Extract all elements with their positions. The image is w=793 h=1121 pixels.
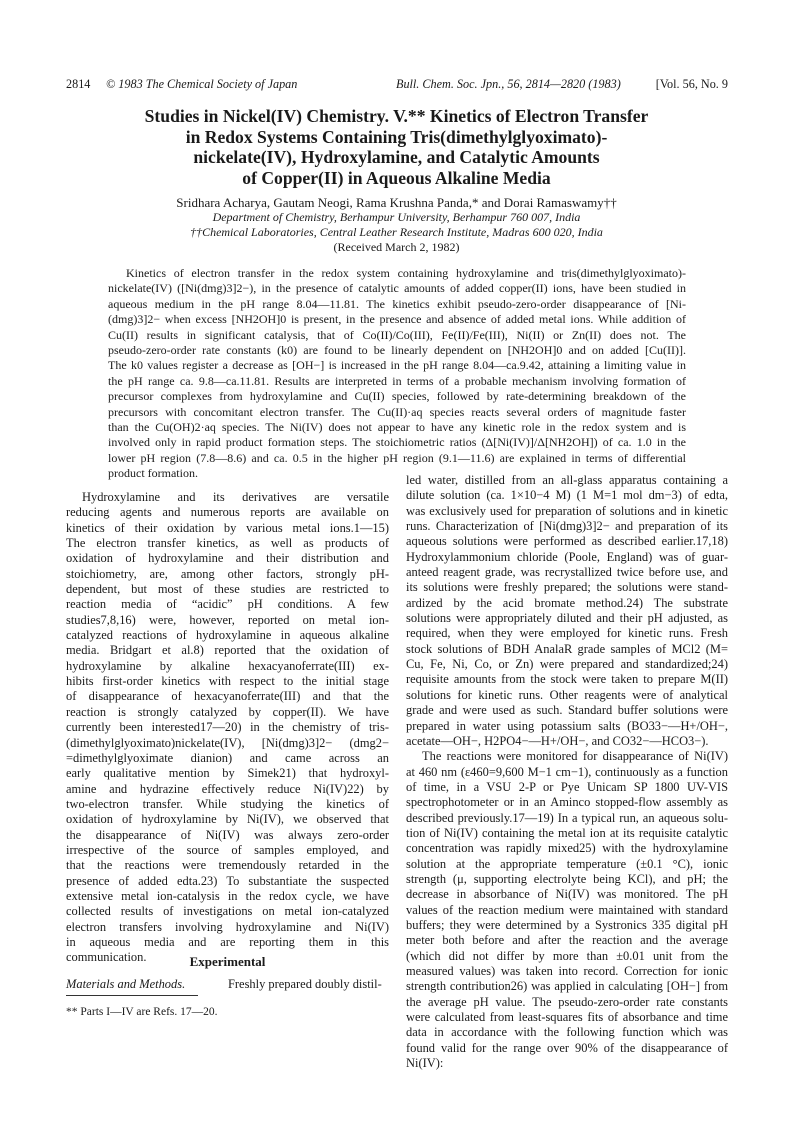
body-line: in aqueous media and are reporting them in this (66, 934, 389, 949)
body-line: oxidation of hydroxylamine and their distribution and (66, 551, 389, 566)
abstract-line: (dmg)3]2− when excess [NH2OH]0 is present, in the presence and absence of added metal ions. While addition of (108, 312, 686, 327)
affiliations (60, 210, 733, 256)
abstract-line: Cu(II) results in significant catalysis, that of Co(II)/Co(III), Fe(II)/Fe(III), Ni(II) or Zn(II) does not. The (108, 327, 686, 342)
title-line: in Redox Systems Containing Tris(dimethylglyoximato)- (185, 126, 608, 147)
abstract-line: precursor complexes from hydroxylamine and Cu(II) species, followed by rate-determining breakdown of the (108, 389, 686, 404)
body-line: required, when they were employed for kinetic runs. Fresh (406, 626, 728, 641)
body-line: grade and were used as such. Standard buffer solutions were (406, 703, 728, 718)
body-line: media. Bridgart et al.8) reported that the oxidation of (66, 643, 389, 658)
title-line: of Copper(II) in Aqueous Alkaline Media (242, 167, 551, 188)
subsection-label: Materials and Methods. (66, 977, 186, 991)
body-line: at 460 nm (ε460=9,600 M−1 cm−1), continuously as a function (406, 764, 728, 779)
body-line: anteed reagent grade, was recrystallized twice before use, and (406, 565, 728, 580)
running-header (66, 76, 728, 92)
body-line: spectrophotometer or in an Aminco stopped-flow assembly as (406, 795, 728, 810)
title-line: Studies in Nickel(IV) Chemistry. V.** Kinetics of Electron Transfer (144, 106, 649, 126)
body-line: solution at the appropriate temperature (±0.1 °C), ionic (406, 856, 728, 871)
section-heading-experimental: Experimental (189, 954, 266, 969)
body-line: amine and hydrazine effectively reduce Ni(IV)22) by (66, 781, 389, 796)
body-line: oxidation of hydroxylamine by Ni(IV), we observed that (66, 812, 389, 827)
body-line: the disappearance of Ni(IV) was always zero-order (66, 827, 389, 842)
author-list: Sridhara Acharya, Gautam Neogi, Rama Krushna Panda,* and Dorai Ramaswamy†† (176, 195, 617, 210)
body-line: The electron transfer kinetics, as well as products of (66, 536, 389, 551)
body-line: hibits first-order kinetics with respect to the initial stage (66, 674, 389, 689)
body-line: of disappearance of hexacyanoferrate(III) and that the (66, 689, 389, 704)
page-number: 2814 (66, 77, 91, 91)
body-line: stock solutions of BDH AnalaR grade samples of MCl2 (M= (406, 641, 728, 656)
right-column-experimental (406, 473, 728, 1071)
body-line: concentration was rapidly mixed25) with the hydroxylamine (406, 841, 728, 856)
body-line: its solutions were freshly prepared; the solutions were stand- (406, 580, 728, 595)
body-line: prepared in water using potassium salts (BO33−—H+/OH−, (406, 718, 728, 733)
body-line: buffers; they were determined by a Systronics 335 digital pH (406, 917, 728, 932)
body-line: kinetics of their oxidation by various metal ions.1—15) (66, 520, 389, 535)
body-line: solutions were appropriately diluted and their pH adjusted, as (406, 611, 728, 626)
body-line: runs. Characterization of [Ni(dmg)3]2− and preparation of its (406, 519, 728, 534)
body-line: was exclusively used for preparation of solutions and in kinetic (406, 503, 728, 518)
abstract-line: aqueous medium in the pH range 8.04—11.81. The kinetics exhibit pseudo-zero-order disappearance of [Ni- (108, 296, 686, 311)
body-line: two-electron transfer. While studying the kinetics of (66, 796, 389, 811)
body-line: =dimethylglyoximate dianion) and came across an (66, 750, 389, 765)
body-line: The reactions were monitored for disappearance of Ni(IV) (422, 749, 728, 764)
body-line: values of the reaction medium were maintained with standard (406, 902, 728, 917)
body-line: reaction media of “acidic” pH conditions. A few (66, 597, 389, 612)
body-line: that the reactions were tremendously retarded in the (66, 858, 389, 873)
body-line: Ni(IV): (406, 1056, 444, 1071)
body-line: reaction is strongly catalyzed by copper(II). We have (66, 704, 389, 719)
body-line: electron transfers involving hydroxylamine and Ni(IV) (66, 919, 389, 934)
body-line: currently been interested17—20) in the chemistry of tris- (66, 720, 389, 735)
body-line: found valid for the range over 90% of the disappearance of (406, 1040, 728, 1055)
body-line: studies7,8,16) were, however, reported on metal ion- (66, 612, 389, 627)
body-line: reducing agents and numerous reports are available on (66, 505, 389, 520)
body-line: were calculated from least-squares fits of absorbance and time (406, 1010, 728, 1025)
abstract-line: precursors with concomitant electron transfer. The Cu(II)·aq species reacts several orders of magnitude faster (108, 404, 686, 419)
abstract (108, 266, 686, 482)
body-line: irrespective of the source of samples employed, and (66, 842, 389, 857)
title-line: nickelate(IV), Hydroxylamine, and Catalytic Amounts (193, 147, 600, 168)
abstract-line: product formation. (108, 466, 198, 481)
volume-info: [Vol. 56, No. 9 (655, 77, 728, 91)
abstract-line: involved only in rapid product formation steps. The stoichiometric ratios (Δ[Ni(IV)]/Δ[NH2OH]) of ca. 1.0 in the (108, 435, 686, 450)
abstract-line: than the Cu(OH)2·aq species. The Ni(IV) does not appear to have any kinetic role in the redox system and is (108, 420, 686, 435)
abstract-line: Kinetics of electron transfer in the redox system containing hydroxylamine and tris(dimethylglyoximato)- (126, 266, 686, 280)
received-date: (Received March 2, 1982) (333, 240, 460, 255)
body-line: stoichiometry, are, among other factors, strongly pH- (66, 566, 389, 581)
body-line: early qualitative mention by Simek21) that hydroxyl- (66, 766, 389, 781)
body-line: (which did not differ by more than ±0.01 unit from the (406, 948, 728, 963)
body-line: strength contribution26) was applied in calculating [OH−] from (406, 979, 728, 994)
body-line: (dimethylglyoximato)nickelate(IV), [Ni(dmg)3]2− (dmg2− (66, 735, 389, 750)
left-column-intro (66, 490, 389, 966)
journal-citation: Bull. Chem. Soc. Jpn., 56, 2814—2820 (1983) (396, 77, 621, 91)
body-line: Hydroxylammonium chloride (Poole, England) was of guar- (406, 549, 728, 564)
body-line: of time, in a VSU 2-P or Pye Unicam SP 1800 UV-VIS (406, 779, 728, 794)
footnote-rule (66, 995, 198, 996)
abstract-line: pseudo-zero-order rate constants (k0) are found to be linearly dependent on [NH2OH]0 and on added [Cu(II)]. (108, 343, 686, 358)
body-line: decrease in absorbance of Ni(IV) was monitored. The pH (406, 887, 728, 902)
body-line: hydroxylamine by alkaline hexacyanoferrate(III) ex- (66, 658, 389, 673)
abstract-line: lower pH region (7.8—8.6) and ca. 0.5 in the higher pH region (9.1—11.6) are explained in terms of differential (108, 450, 686, 465)
body-line: dilute solution (ca. 1×10−4 M) (1 M=1 mol dm−3) of edta, (406, 488, 728, 503)
copyright: © 1983 The Chemical Society of Japan (106, 77, 298, 91)
body-line: collected results of investigations on metal ion-catalyzed (66, 904, 389, 919)
body-line: requisite amounts from the stock were taken to prepare M(II) (406, 672, 728, 687)
body-line: catalyzed reactions of hydroxylamine in aqueous alkaline (66, 628, 389, 643)
affiliation-2: ††Chemical Laboratories, Central Leather Research Institute, Madras 600 020, India (190, 225, 603, 240)
body-line: Cu, Fe, Ni, Co, or Zn) were prepared and standardized;24) (406, 657, 728, 672)
body-line: communication. (66, 950, 147, 965)
affiliation-1: Department of Chemistry, Berhampur University, Berhampur 760 007, India (212, 210, 581, 224)
body-line: extensive metal ion-catalysis in the redox cycle, we have (66, 888, 389, 903)
materials-text: Freshly prepared doubly distil- (228, 977, 382, 991)
body-line: ardized by the acid bromate method.24) The substrate (406, 595, 728, 610)
body-line: tion of Ni(IV) containing the metal ion at its requisite catalytic (406, 825, 728, 840)
abstract-line: nickelate(IV) ([Ni(dmg)3]2−), in the presence of catalytic amounts of added copper(II) ions, have been studied in (108, 281, 686, 296)
abstract-line: the pH range ca. 9.8—ca.11.81. Results are interpreted in terms of a probable mechanism involving formation of (108, 373, 686, 388)
article-title (60, 106, 733, 188)
body-line: the average pH value. The pseudo-zero-order rate constants (406, 994, 728, 1009)
body-line: led water, distilled from an all-glass apparatus containing a (406, 473, 728, 487)
body-line: presence of added edta.23) To substantiate the suspected (66, 873, 389, 888)
body-line: strength (μ, supporting electrolyte being KCl), and pH; the (406, 871, 728, 886)
body-line: aqueous solutions were performed as described earlier.17,18) (406, 534, 728, 549)
body-line: measured values) was taken into record. Correction for ionic (406, 964, 728, 978)
body-line: solutions for kinetic runs. Other reagents were of analytical (406, 687, 728, 702)
body-line: data in accordance with the following function which was (406, 1025, 728, 1040)
body-line: meter both before and after the reaction and the average (406, 933, 728, 948)
footnote: ** Parts I—IV are Refs. 17—20. (66, 1006, 218, 1018)
body-line: Hydroxylamine and its derivatives are versatile (82, 490, 389, 504)
body-line: described previously.17—19) In a typical run, an aqueous solu- (406, 810, 728, 825)
abstract-line: The k0 values register a decrease as [OH−] is increased in the pH range 8.04—ca.9.42, attaining a limiting value in (108, 358, 686, 373)
body-line: acetate—OH−, H2PO4−—H+/OH−, and CO32−—HCO3−). (406, 733, 709, 748)
body-line: dependent, but most of these studies are restricted to (66, 582, 389, 597)
